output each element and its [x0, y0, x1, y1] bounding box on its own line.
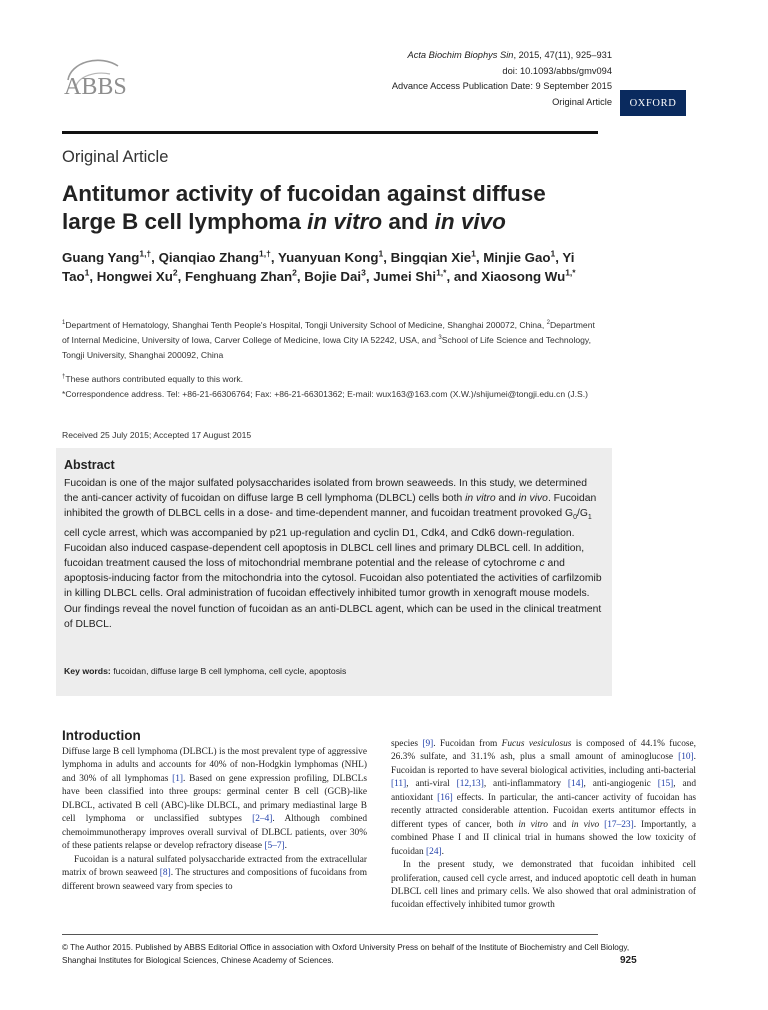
author-name: Hongwei Xu [96, 269, 173, 284]
reference-link[interactable]: [2–4] [252, 814, 273, 825]
author-name: Bojie Dai [304, 269, 362, 284]
author-name: Jumei Shi [373, 269, 437, 284]
reference-link[interactable]: [5–7] [264, 841, 285, 852]
reference-link[interactable]: [9] [422, 739, 434, 749]
logo-text: ABBS [64, 74, 127, 100]
author-separator: , [270, 250, 279, 265]
intro-paragraph-1: Diffuse large B cell lymphoma (DLBCL) is the most prevalent type of aggressive lymphoma in adults and accounts for 40% of non-Hodgkin lymphomas (NHL) and 30% of all lymphomas [1]. Based on gene expression profiling, DLBCLs have been classified into three groups: germinal center B cell (GCB)-like DLBCL, activated B cell (ABC)-like DLBCL, and primary mediastinal large B cell lymphoma or unclassified subtypes [2–4]. Although combined chemoimmunotherapy improves overall survival of DLBCL patients, over 30% of these patients relapse or develop refractory disease [5–7]. [62, 747, 368, 852]
author-affiliation-marker: 1,* [565, 267, 576, 278]
reference-link[interactable]: [8] [159, 868, 171, 879]
author-separator: , [555, 250, 563, 265]
page-number: 925 [620, 955, 637, 966]
journal-meta [392, 48, 612, 110]
author-affiliation-marker: 2 [172, 267, 178, 278]
type-label: Original Article [552, 96, 612, 107]
keywords: Key words: fucoidan, diffuse large B cell lymphoma, cell cycle, apoptosis [64, 666, 347, 676]
author-name: Fenghuang Zhan [185, 269, 293, 284]
introduction-heading: Introduction [62, 728, 141, 743]
reference-link[interactable]: [24] [426, 846, 442, 857]
author-notes [62, 372, 602, 402]
article-title: Antitumor activity of fucoidan against diffuse large B cell lymphoma in vitro and in vivo [62, 181, 546, 234]
author-name: Yi Tao [62, 250, 575, 284]
correspondence: *Correspondence address. Tel: +86-21-66306764; Fax: +86-21-66301362; E-mail: wux163@163.com (X.W.)/shijumei@tongji.edu.cn (J.S.) [62, 388, 589, 399]
reference-link[interactable]: [15] [657, 779, 674, 790]
author-separator: , [296, 269, 305, 284]
citation-journal: Acta Biochim Biophys Sin [407, 50, 514, 60]
author-affiliation-marker: 2 [292, 267, 297, 278]
reference-link[interactable]: [14] [567, 779, 584, 790]
author-separator: , [365, 269, 374, 284]
author-separator: , and [446, 269, 482, 284]
reference-link[interactable]: [11] [391, 779, 407, 790]
author-name: Bingqian Xie [390, 250, 472, 265]
abstract-heading: Abstract [64, 458, 115, 472]
author-affiliation-marker: 1 [378, 248, 384, 259]
author-name: Xiaosong Wu [481, 269, 566, 284]
author-list [62, 248, 602, 286]
reference-link[interactable]: [12,13] [456, 779, 484, 790]
received-dates: Received 25 July 2015; Accepted 17 August 2015 [62, 430, 252, 440]
author-affiliation-marker: 1,† [259, 248, 271, 259]
oxford-logo: OXFORD [620, 90, 686, 116]
introduction-right-column [391, 738, 696, 913]
author-affiliation-marker: 1 [550, 248, 556, 259]
doi[interactable]: doi: 10.1093/abbs/gmv094 [502, 65, 612, 76]
author-separator: , [89, 269, 97, 284]
intro-paragraph-2: Fucoidan is a natural sulfated polysaccharide extracted from the extracellular matrix of brown seaweed [8]. The structures and compositions of fucoidans from different brown seaweed vary from species to [62, 854, 367, 892]
author-affiliation-marker: 1 [84, 267, 90, 278]
author-affiliation-marker: 1,* [436, 267, 447, 278]
reference-link[interactable]: [10] [678, 752, 694, 763]
author-affiliation-marker: 3 [361, 267, 366, 278]
citation-rest: , 2015, 47(11), 925–931 [513, 50, 612, 60]
copyright-notice: © The Author 2015. Published by ABBS Editorial Office in association with Oxford University Press on behalf of the Institute of Biochemistry and Cell Biology, Shanghai Institutes for Biological Sciences, Chinese Academy of Sciences. [62, 943, 630, 966]
reference-link[interactable]: [16] [437, 792, 453, 803]
author-separator: , [475, 250, 484, 265]
intro-paragraph-3: In the present study, we demonstrated that fucoidan inhibited cell proliferation, caused cell cycle arrest, and induced apoptotic cell death in human DLBCL cell lines and primary cells. We also showed that oral administration of fucoidan effectively inhibited tumor growth [391, 860, 696, 911]
author-separator: , [383, 250, 391, 265]
author-affiliation-marker: 1 [471, 248, 476, 259]
reference-link[interactable]: [1] [172, 773, 184, 784]
article-type: Original Article [62, 148, 169, 166]
author-affiliation-marker: 1,† [139, 248, 152, 259]
author-name: Yuanyuan Kong [278, 250, 379, 265]
intro-paragraph-2-cont: species [9]. Fucoidan from Fucus vesiculosus is composed of 44.1% fucose, 26.3% sulfate, and 31.1% ash, plus a small amount of aminoglucose [10]. Fucoidan is reported to have several biological activities, including anti-bacterial [11], anti-viral [12,13], anti-inflammatory [14], anti-angiogenic [15], and antioxidant [16] effects. In particular, the anti-cancer activity of fucoidan has recently attracted considerable attention. Fucoidan exerts antitumor effects in different types of cancer, both in vitro and in vivo [17–23]. Importantly, a combined Phase I and II clinical trial in humans showed the low toxicity of fucoidan [24]. [391, 739, 696, 857]
citation [392, 48, 612, 64]
abbs-logo [62, 56, 132, 104]
introduction-left-column [62, 746, 367, 894]
author-name: Qianqiao Zhang [158, 250, 260, 265]
author-separator: , [151, 250, 159, 265]
advance-access: Advance Access Publication Date: 9 September 2015 [391, 81, 612, 92]
author-name: Guang Yang [62, 250, 140, 265]
reference-link[interactable]: [17–23] [604, 819, 634, 830]
affiliations: $^1$Department of Hematology, Shanghai Tenth People's Hospital, Tongji University School of Medicine, Shanghai 200072, China, $^2$Department of Internal Medicine, University of Iowa, Carver College of Medicine, Iowa City IA 52242, USA, and $^3$School of Life Science and Technology, Tongji University, Shanghai 200092, China [62, 320, 595, 360]
equal-contribution-note: †These authors contributed equally to this work. [62, 374, 244, 384]
footer-rule [62, 934, 598, 935]
author-name: Minjie Gao [483, 250, 551, 265]
author-separator: , [177, 269, 185, 284]
abstract-text: Fucoidan is one of the major sulfated polysaccharides isolated from brown seaweeds. In this study, we determined the anti-cancer activity of fucoidan on diffuse large B cell lymphoma (DLBCL) cells both in vitro and in vivo. Fucoidan inhibited the growth of DLBCL cells in a dose- and time-dependent manner, and fucoidan treatment provoked $G_0/G_1$ cell cycle arrest, which was accompanied by p21 up-regulation and cyclin D1, Cdk4, and Cdk6 down-regulation. Fucoidan also induced caspase-dependent cell apoptosis in DLBCL cell lines and primary DLBCL cell. In addition, fucoidan treatment caused the loss of mitochondrial membrane potential and the release of cytochrome c and apoptosis-inducing factor from the mitochondria into the cytosol. Fucoidan also potentiated the activities of carfilzomib in killing DLBCL cells. Oral administration of fucoidan effectively inhibited tumor growth in xenograft mouse models. Our findings reveal the novel function of fucoidan as an anti-DLBCL agent, which can be used in the clinical treatment of DLBCL. [64, 478, 602, 630]
header-rule [62, 131, 598, 134]
